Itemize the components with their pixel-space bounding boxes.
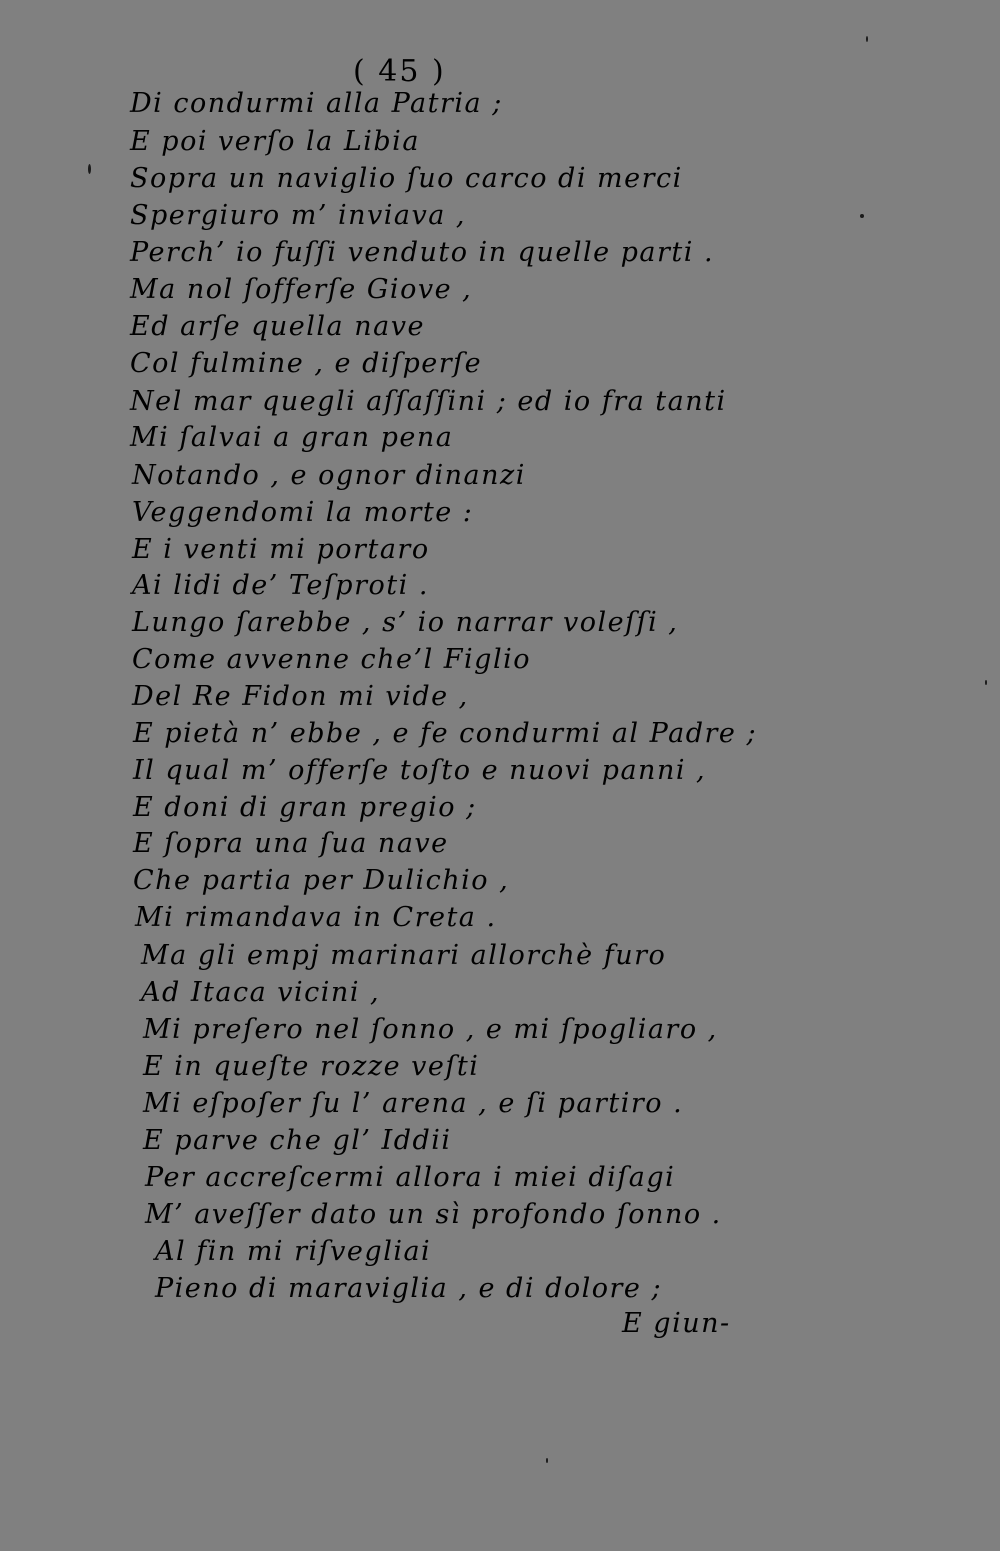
ink-speck	[860, 214, 864, 218]
verse-line: Di condurmi alla Patria ;	[130, 88, 503, 119]
ink-speck	[546, 1458, 548, 1463]
verse-line: Col fulmine , e diſperſe	[130, 348, 483, 379]
ink-speck	[88, 164, 91, 174]
verse-line: E doni di gran pregio ;	[133, 792, 477, 823]
verse-line: Ai lidi de’ Teſproti .	[132, 570, 429, 601]
verse-line: E pietà n’ ebbe , e fe condurmi al Padre ;	[133, 718, 758, 749]
verse-line: Nel mar quegli aſſaſſini ; ed io fra tanti	[130, 386, 727, 417]
verse-line: Per accreſcermi allora i miei diſagi	[145, 1162, 676, 1193]
verse-line: E parve che gl’ Iddii	[143, 1125, 452, 1156]
verse-line: E i venti mi portaro	[132, 534, 430, 565]
verse-line: E poi verſo la Libia	[130, 126, 420, 157]
verse-line: Ma nol ſofferſe Giove ,	[130, 274, 473, 305]
verse-line: E in queſte rozze veſti	[143, 1051, 480, 1082]
verse-line: Lungo ſarebbe , s’ io narrar voleſſi ,	[132, 607, 679, 638]
verse-line: Sopra un naviglio ſuo carco di merci	[130, 163, 683, 194]
verse-line: Mi preſero nel ſonno , e mi ſpogliaro ,	[143, 1014, 718, 1045]
verse-line: Del Re Fidon mi vide ,	[132, 681, 469, 712]
ink-speck	[985, 680, 987, 685]
ink-speck	[866, 36, 868, 42]
verse-line: Ad Itaca vicini ,	[141, 977, 381, 1008]
verse-line: M’ aveſſer dato un sì profondo ſonno .	[145, 1199, 722, 1230]
verse-line: Veggendomi la morte :	[132, 497, 474, 528]
verse-line: Notando , e ognor dinanzi	[132, 460, 526, 491]
verse-line: Ed arſe quella nave	[130, 311, 425, 342]
verse-line: Che partia per Dulichio ,	[133, 865, 510, 896]
verse-line: E ſopra una ſua nave	[133, 828, 449, 859]
verse-line: Come avvenne che’l Figlio	[132, 644, 531, 675]
verse-line: Mi eſpoſer ſu l’ arena , e ſi partiro .	[143, 1088, 684, 1119]
verse-line: Pieno di maraviglia , e di dolore ;	[155, 1273, 663, 1304]
verse-line: Ma gli empj marinari allorchè furo	[141, 940, 667, 971]
page-number: ( 45 )	[353, 54, 446, 89]
verse-line: Mi ſalvai a gran pena	[130, 422, 454, 453]
verse-line: Il qual m’ offerſe toſto e nuovi panni ,	[133, 755, 707, 786]
verse-line: Mi rimandava in Creta .	[135, 902, 497, 933]
verse-line: Al fin mi riſvegliai	[155, 1236, 432, 1267]
verse-line: Spergiuro m’ inviava ,	[130, 200, 467, 231]
catchword: E giun-	[622, 1308, 731, 1339]
verse-line: Perch’ io fuſſi venduto in quelle parti .	[130, 237, 715, 268]
